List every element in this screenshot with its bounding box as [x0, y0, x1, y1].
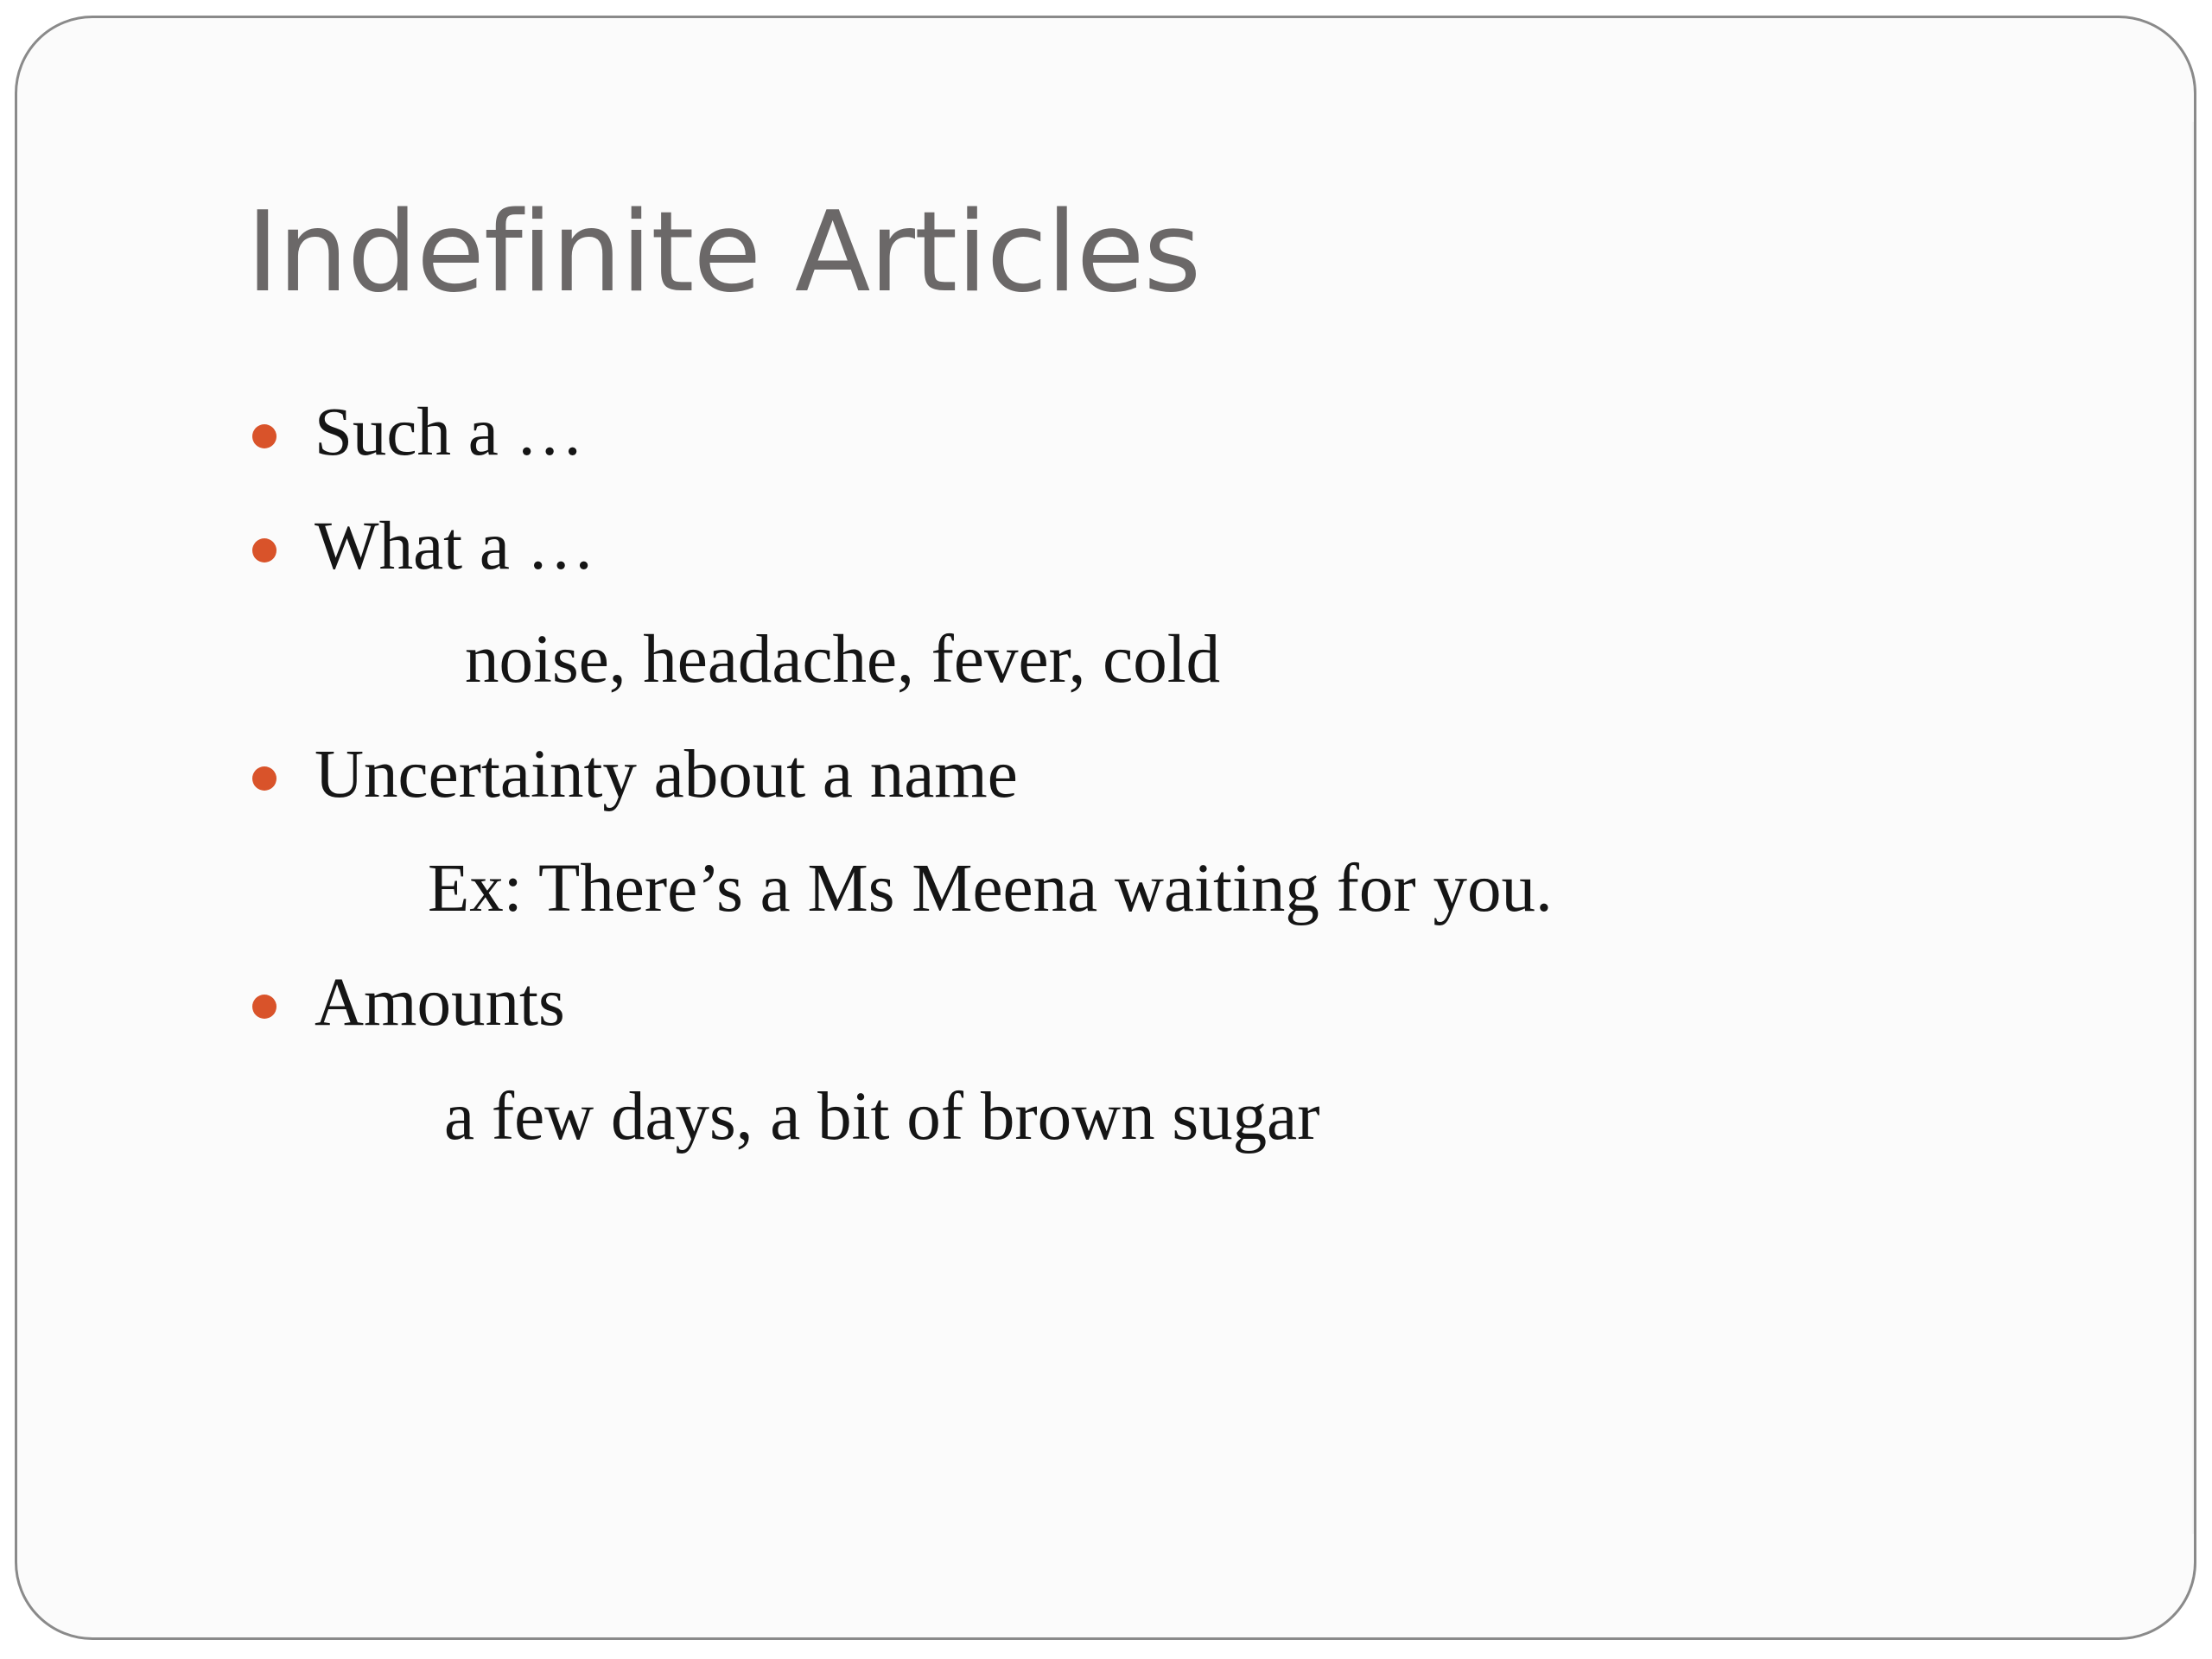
slide: [15, 16, 2196, 1640]
list-item-text: What a …: [315, 509, 595, 584]
sub-item-text: Ex: There’s a Ms Meena waiting for you.: [428, 851, 1553, 926]
slide-title: Indefinite Articles: [246, 188, 1201, 317]
sub-item-text: a few days, a bit of brown sugar: [444, 1079, 1320, 1154]
bullet-icon: [252, 995, 276, 1019]
bullet-icon: [252, 766, 276, 791]
list-item-text: Uncertainty about a name: [315, 737, 1018, 812]
bullet-icon: [252, 538, 276, 563]
bullet-icon: [252, 424, 276, 448]
sub-item-text: noise, headache, fever, cold: [465, 622, 1221, 697]
list-item-text: Amounts: [315, 965, 565, 1040]
list-item-text: Such a …: [315, 395, 584, 470]
